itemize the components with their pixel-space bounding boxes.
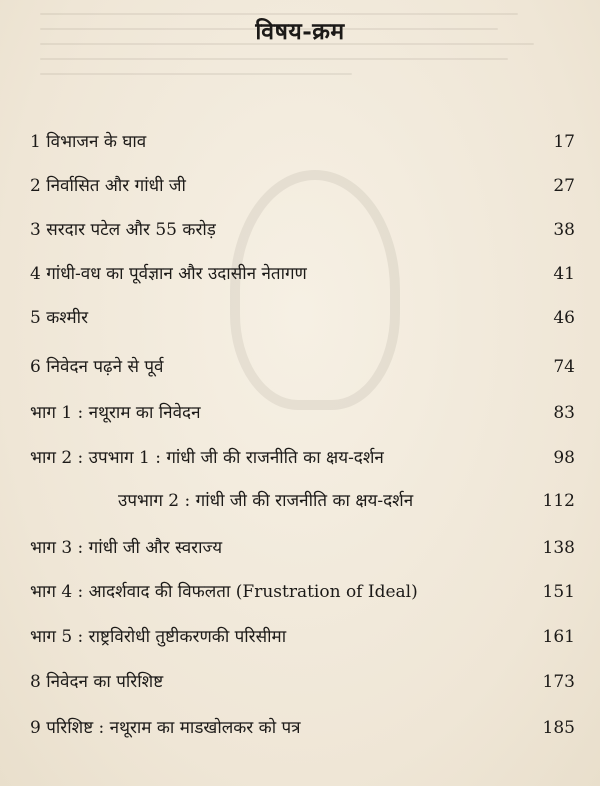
toc-entry-page: 161 [542, 627, 575, 647]
toc-entry-sub [30, 489, 575, 513]
toc-entry-page: 38 [553, 220, 575, 240]
toc-entry [30, 670, 575, 694]
toc-entry-page: 27 [553, 176, 575, 196]
toc-entry-label: भाग 1 : नथूराम का निवेदन [30, 403, 201, 423]
toc-title: विषय-क्रम [255, 18, 345, 45]
toc-entry-label: भाग 2 : उपभाग 1 : गांधी जी की राजनीति का क्षय-दर्शन [30, 448, 384, 468]
toc-entry-label: 6 निवेदन पढ़ने से पूर्व [30, 357, 164, 377]
toc-entry-page: 173 [542, 672, 575, 692]
toc-entry-page: 74 [553, 357, 575, 377]
toc-entry [30, 536, 575, 560]
toc-entry-label: 2 निर्वासित और गांधी जी [30, 176, 186, 196]
toc-entry [30, 625, 575, 649]
toc-entry [30, 716, 575, 740]
toc-entry-label: 9 परिशिष्ट : नथूराम का माडखोलकर को पत्र [30, 718, 301, 738]
toc-entry [30, 580, 575, 604]
toc-entry-page: 17 [553, 132, 575, 152]
toc-entry-label: उपभाग 2 : गांधी जी की राजनीति का क्षय-दर्शन [118, 491, 414, 511]
toc-entry [30, 218, 575, 242]
toc-entry-label: भाग 5 : राष्ट्रविरोधी तुष्टीकरणकी परिसीमा [30, 627, 287, 647]
toc-entry-label: 4 गांधी-वध का पूर्वज्ञान और उदासीन नेतागण [30, 264, 307, 284]
toc-entry-page: 138 [542, 538, 575, 558]
toc-entry [30, 174, 575, 198]
toc-entry-label: 8 निवेदन का परिशिष्ट [30, 672, 164, 692]
toc-entry-page: 185 [542, 718, 575, 738]
toc-entry [30, 446, 575, 470]
toc-entry [30, 355, 575, 379]
toc-entry [30, 262, 575, 286]
toc-entry-page: 98 [553, 448, 575, 468]
toc-entry-page: 83 [553, 403, 575, 423]
toc-entry-label: 1 विभाजन के घाव [30, 132, 147, 152]
toc-entry-page: 41 [553, 264, 575, 284]
toc-entry-label: 3 सरदार पटेल और 55 करोड़ [30, 220, 216, 240]
toc-entry-page: 151 [542, 582, 575, 602]
toc-entry-page: 46 [553, 308, 575, 328]
toc-entry [30, 130, 575, 154]
toc-entry-page: 112 [542, 491, 575, 511]
toc-entry [30, 306, 575, 330]
toc-entry-label: 5 कश्मीर [30, 308, 89, 328]
toc-entry-label: भाग 3 : गांधी जी और स्वराज्य [30, 538, 223, 558]
toc-entry [30, 401, 575, 425]
toc-entry-label: भाग 4 : आदर्शवाद की विफलता (Frustration of Ideal) [30, 582, 418, 602]
